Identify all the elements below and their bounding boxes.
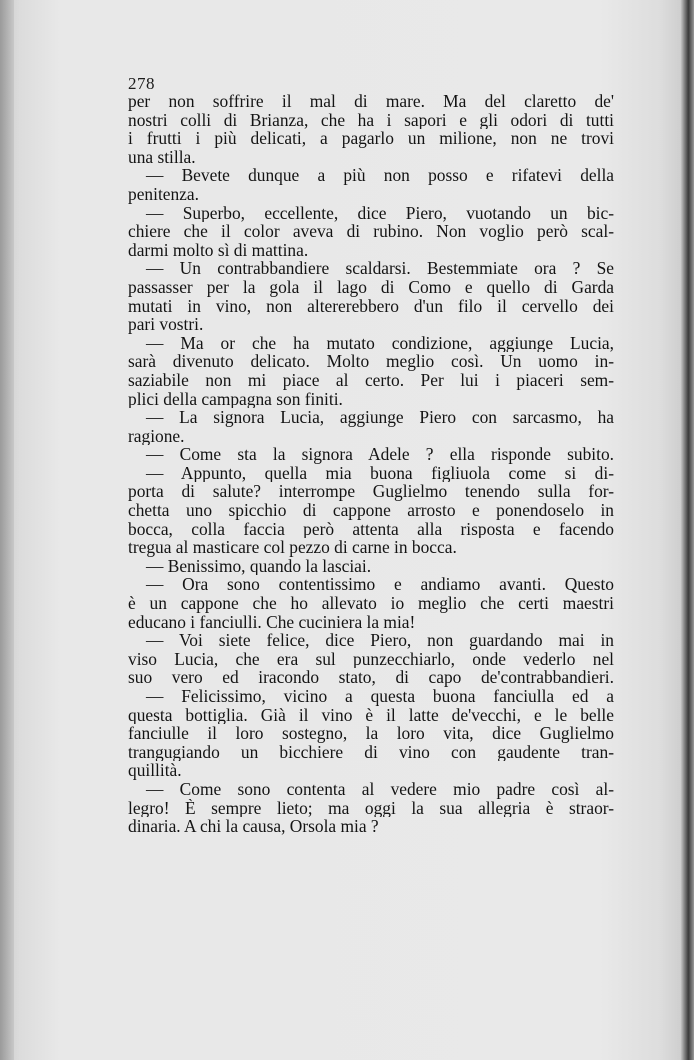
text-line: tregua al masticare col pezzo di carne in bocca. (128, 538, 457, 557)
text-line: darmi molto sì di mattina. (128, 240, 309, 260)
text-line: educano i fanciulli. Che cuciniera la mia! (128, 612, 416, 632)
text-line: dinaria. A chi la causa, Orsola mia ? (128, 817, 379, 836)
text-line: trangugiando un bicchiere di vino con gaudente tran- (128, 742, 614, 762)
text-line: nostri colli di Brianza, che ha i sapori e gli odori di tutti (128, 110, 614, 130)
text-line: — Felicissimo, vicino a questa buona fanciulla ed a (146, 687, 614, 706)
text-line: passasser per la gola il lago di Como e quello di Garda (128, 277, 614, 297)
page-number: 278 (128, 74, 155, 93)
page-left-edge (0, 0, 14, 1060)
text-line: — Bevete dunque a più non posso e rifatevi della (146, 166, 614, 185)
text-line: i frutti i più delicati, a pagarlo un milione, non ne trovi (128, 129, 614, 148)
text-line: — Benissimo, quando la lasciai. (146, 556, 372, 576)
text-line: questa bottiglia. Già il vino è il latte de'vecchi, e le belle (128, 705, 614, 725)
text-line: ragione. (128, 426, 185, 446)
body-text (128, 92, 614, 836)
text-line: chetta uno spicchio di cappone arrosto e ponendoselo in (128, 501, 614, 520)
text-line: sarà divenuto delicato. Molto meglio così. Un uomo in- (128, 352, 614, 371)
text-line: saziabile non mi piace al certo. Per lui i piaceri sem- (128, 370, 614, 390)
text-line: pari vostri. (128, 315, 204, 334)
text-line: per non soffrire il mal di mare. Ma del claretto de' (128, 92, 614, 111)
text-line: — Appunto, quella mia buona figliuola come si di- (146, 463, 614, 483)
text-line: penitenza. (128, 184, 199, 204)
text-line: quillità. (128, 761, 182, 780)
text-line: suo vero ed iracondo stato, di capo de'contrabbandieri. (128, 668, 614, 687)
text-line: — Voi siete felice, dice Piero, non guardando mai in (146, 631, 614, 650)
text-line: — Ma or che ha mutato condizione, aggiunge Lucia, (146, 333, 614, 353)
text-line: — Un contrabbandiere scaldarsi. Bestemmiate ora ? Se (146, 259, 614, 278)
text-line: una stilla. (128, 147, 196, 167)
text-line: legro! È sempre lieto; ma oggi la sua allegria è straor- (128, 798, 614, 818)
text-line: chiere che il color aveva di rubino. Non voglio però scal- (128, 222, 614, 241)
text-line: bocca, colla faccia però attenta alla risposta e facendo (128, 519, 614, 539)
text-line: mutati in vino, non altererebbero d'un filo il cervello dei (128, 296, 614, 316)
text-line: porta di salute? interrompe Guglielmo tenendo sulla for- (128, 482, 614, 502)
text-line: fanciulle il loro sostegno, la loro vita, dice Guglielmo (128, 724, 614, 743)
text-line: viso Lucia, che era sul punzecchiarlo, onde vederlo nel (128, 649, 614, 669)
text-line: — Come sono contenta al vedere mio padre così al- (146, 779, 614, 799)
text-line: — Superbo, eccellente, dice Piero, vuotando un bic- (146, 203, 614, 223)
page-right-edge (680, 0, 694, 1060)
text-line: è un cappone che ho allevato io meglio che certi maestri (128, 594, 614, 613)
text-line: — Ora sono contentissimo e andiamo avanti. Questo (146, 575, 614, 595)
text-line: — La signora Lucia, aggiunge Piero con sarcasmo, ha (146, 408, 614, 427)
text-line: — Come sta la signora Adele ? ella risponde subito. (146, 445, 614, 464)
text-line: plici della campagna son finiti. (128, 389, 343, 409)
